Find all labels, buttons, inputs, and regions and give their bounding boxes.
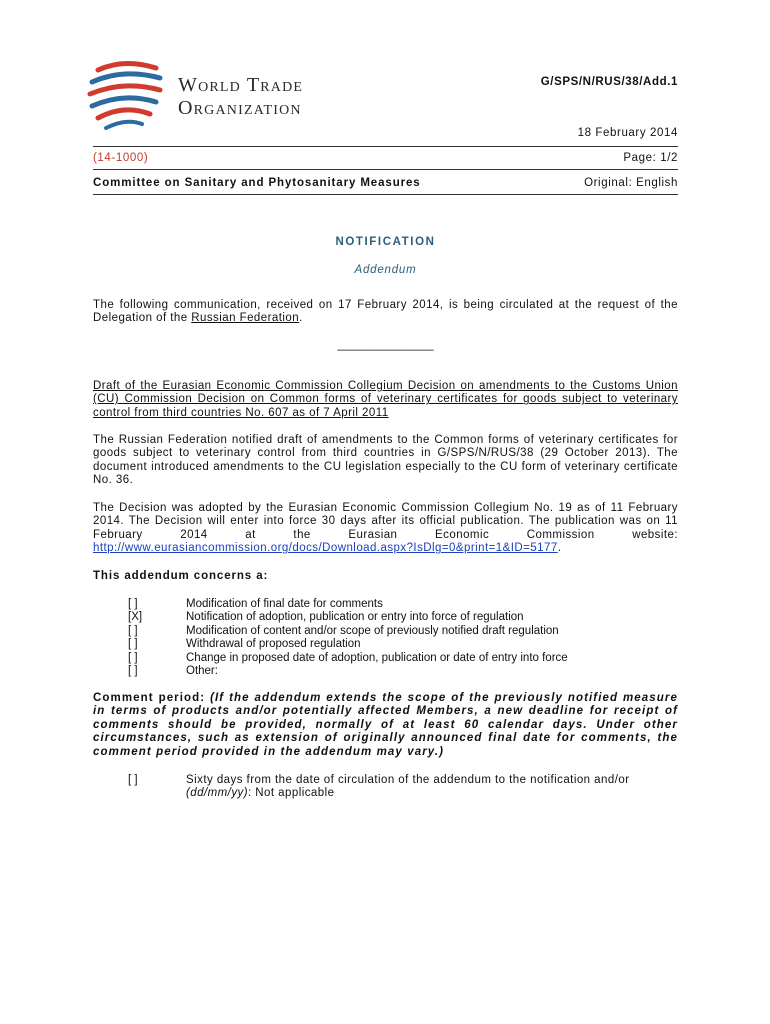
header-divider-bottom bbox=[93, 169, 678, 170]
concern-label: Withdrawal of proposed regulation bbox=[186, 638, 361, 651]
concern-label: Notification of adoption, publication or entry into force of regulation bbox=[186, 611, 524, 624]
concern-checkbox[interactable]: [ ] bbox=[128, 651, 138, 664]
adoption-end: . bbox=[557, 542, 562, 555]
addendum-subheading: Addendum bbox=[354, 264, 417, 276]
org-name-line2: Organization bbox=[178, 97, 302, 119]
concern-label: Modification of final date for comments bbox=[186, 598, 383, 610]
intro-end: . bbox=[299, 312, 303, 325]
comment-period-text: (If the addendum extends the scope of the previously notified measure in terms of products and/or potentially affected Members, a new deadline for receipt of comments should be provided, normally of at least 60 calendar days. Under other circumstances, such as extension of originally announced final date for comments, the comment period provided in the addendum may vary.) bbox=[93, 692, 678, 758]
sixty-days-checkbox[interactable]: [ ] bbox=[128, 774, 138, 786]
concern-item bbox=[128, 652, 568, 665]
original-language: Original: English bbox=[584, 177, 678, 189]
page-number: Page: 1/2 bbox=[623, 152, 678, 164]
header-divider-top bbox=[93, 146, 678, 147]
document-symbol: G/SPS/N/RUS/38/Add.1 bbox=[540, 76, 678, 88]
org-name-line1: World Trade bbox=[178, 74, 304, 96]
intro-country: Russian Federation bbox=[191, 312, 300, 325]
sixty-days-format: (dd/mm/yy) bbox=[186, 787, 248, 800]
committee-name: Committee on Sanitary and Phytosanitary Measures bbox=[93, 177, 421, 189]
wto-logo-icon bbox=[84, 56, 164, 132]
eurasian-commission-link[interactable]: http://www.eurasiancommission.org/docs/Download.aspx?IsDlg=0&print=1&ID=5177 bbox=[93, 542, 558, 555]
sixty-days-option bbox=[128, 774, 678, 801]
concern-label: Modification of content and/or scope of previously notified draft regulation bbox=[186, 624, 559, 637]
sixty-days-row bbox=[128, 774, 678, 801]
sixty-days-text bbox=[186, 774, 629, 801]
concern-checkbox[interactable]: [ ] bbox=[128, 665, 138, 678]
separator-line: _______________ bbox=[337, 339, 434, 351]
concern-item bbox=[128, 598, 568, 611]
notification-heading: NOTIFICATION bbox=[335, 236, 436, 248]
intro-text: The following communication, received on 17 February 2014, is being circulated at the request of the Delegation of the bbox=[93, 299, 678, 325]
subject-title: Draft of the Eurasian Economic Commission Collegium Decision on amendments to the Customs Union (CU) Commission Decision on Common forms of veterinary certificates for goods subject to veterinary control from third countries No. 607 as of 7 April 2011 bbox=[93, 380, 678, 419]
comment-period-label: Comment period: bbox=[93, 692, 211, 704]
concern-label: Change in proposed date of adoption, publication or date of entry into force bbox=[186, 651, 568, 664]
sixty-days-value: : Not applicable bbox=[248, 787, 335, 800]
sixty-days-description: Sixty days from the date of circulation of the addendum to the notification and/or bbox=[186, 774, 630, 786]
concern-label: Other: bbox=[186, 665, 218, 678]
concern-item bbox=[128, 611, 568, 624]
document-reference: (14-1000) bbox=[93, 152, 149, 164]
concern-checkbox[interactable]: [ ] bbox=[128, 638, 138, 651]
adoption-text: The Decision was adopted by the Eurasian Economic Commission Collegium No. 19 as of 11 February 2014. The Decision will enter into force 30 days after its official publication. The publication was on 11 February 2014 at the Eurasian Economic Commission website: bbox=[93, 502, 678, 541]
concern-item bbox=[128, 625, 568, 638]
comment-period bbox=[93, 692, 678, 759]
concerns-checklist bbox=[128, 598, 568, 678]
concern-checkbox[interactable]: [ ] bbox=[128, 598, 138, 610]
header-divider-end bbox=[93, 194, 678, 195]
concern-item bbox=[128, 638, 568, 651]
paragraph-adoption bbox=[93, 502, 678, 556]
document-date: 18 February 2014 bbox=[577, 127, 678, 139]
paragraph-background: The Russian Federation notified draft of amendments to the Common forms of veterinary certificates for goods subject to veterinary control from third countries in G/SPS/N/RUS/38 (29 October 2013). The document introduced amendments to the CU legislation especially to the CU form of veterinary certificate No. 36. bbox=[93, 434, 678, 487]
intro-paragraph bbox=[93, 299, 678, 326]
concern-item bbox=[128, 665, 568, 678]
concern-checkbox[interactable]: [ ] bbox=[128, 624, 138, 637]
concerns-heading: This addendum concerns a: bbox=[93, 570, 269, 582]
org-name bbox=[178, 74, 303, 120]
concern-checkbox[interactable]: [X] bbox=[128, 611, 143, 624]
